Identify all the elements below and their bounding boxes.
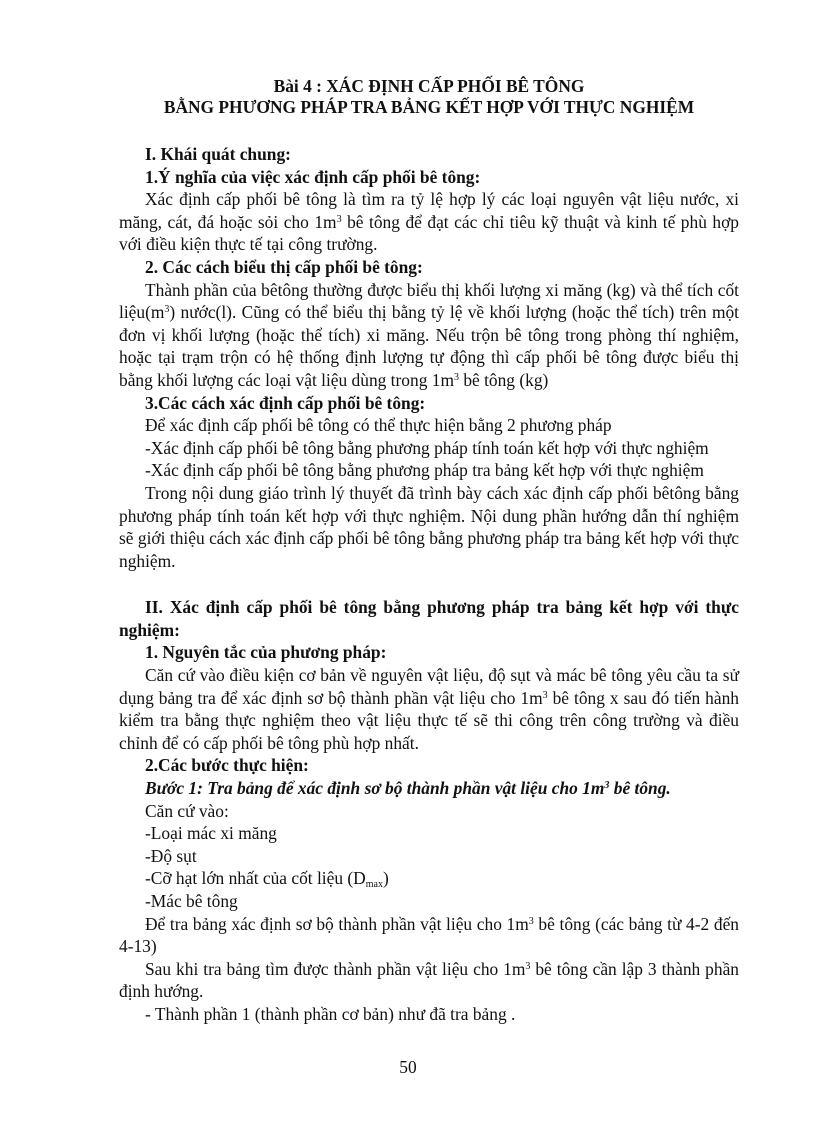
section1-sub1-heading: 1.Ý nghĩa của việc xác định cấp phối bê tông: [145, 166, 481, 187]
section1-sub3-line3: -Xác định cấp phối bê tông bằng phương pháp tra bảng kết hợp với thực nghiệm [145, 460, 704, 481]
lesson-title-line2: BẰNG PHƯƠNG PHÁP TRA BẢNG KẾT HỢP VỚI THỰC NGHIỆM [163, 97, 695, 117]
composition-1: - Thành phần 1 (thành phần cơ bản) như đã tra bảng . [145, 1003, 516, 1024]
section2-sub1-heading: 1. Nguyên tắc của phương pháp: [145, 642, 387, 663]
section2-heading: II. Xác định cấp phối bê tông bằng phương pháp tra bảng kết hợp với thực nghiệm: [119, 597, 739, 640]
section1-sub3-paragraph: Trong nội dung giáo trình lý thuyết đã trình bày cách xác định cấp phối bêtông bằng phương pháp tính toán kết hợp với thực nghiệm. Nội dung phần hướng dẫn thí nghiệm sẽ giới thiệu cách xác định cấp phối bê tông bằng phương pháp tra bảng kết hợp với thực nghiệm. [119, 482, 739, 571]
section1-sub1-paragraph: Xác định cấp phối bê tông là tìm ra tỷ lệ hợp lý các loại nguyên vật liệu nước, xi măng, cát, đá hoặc sỏi cho $1m^3$ bê tông để đạt các chỉ tiêu kỹ thuật và kinh tế phù hợp với điều kiện thực tế tại công trường. [119, 189, 739, 255]
step1-heading: Bước 1: Tra bảng để xác định sơ bộ thành phần vật liệu cho $1m^3$ bê tông. [145, 778, 671, 799]
section1-sub3-heading: 3.Các cách xác định cấp phối bê tông: [145, 392, 426, 413]
page-number: 50 [399, 1057, 417, 1077]
section1-heading: I. Khái quát chung: [145, 144, 291, 164]
section1-sub2-heading: 2. Các cách biểu thị cấp phối bê tông: [145, 256, 423, 277]
lesson-title-line1: Bài 4 : XÁC ĐỊNH CẤP PHỐI BÊ TÔNG [273, 76, 585, 96]
basis-label: Căn cứ vào: [145, 800, 229, 821]
section1-sub3-line1: Để xác định cấp phối bê tông có thể thực hiện bằng 2 phương pháp [145, 415, 612, 436]
section1-sub3-line2: -Xác định cấp phối bê tông bằng phương pháp tính toán kết hợp với thực nghiệm [145, 437, 709, 458]
basis-item-cement: -Loại mác xi măng [145, 823, 277, 844]
section2-sub2-heading: 2.Các bước thực hiện: [145, 755, 309, 776]
lookup-paragraph: Để tra bảng xác định sơ bộ thành phần vật liệu cho $1m^3$ bê tông (các bảng từ 4-2 đến 4-13) [119, 913, 739, 957]
document-page [119, 76, 739, 1026]
basis-item-grade: -Mác bê tông [145, 891, 238, 911]
basis-item-slump: -Độ sụt [145, 845, 197, 866]
basis-item-aggregate: -Cỡ hạt lớn nhất của cốt liệu $(D_{max})$ [145, 868, 389, 891]
section1-sub2-paragraph: Thành phần của bêtông thường được biểu thị khối lượng xi măng (kg) và thể tích cốt $liệu(m^3)$ nước(l). Cũng có thể biểu thị bằng tỷ lệ về khối lượng (hoặc thể tích) trên một đơn vị khối lượng (hoặc thể tích) xi măng. Nếu trộn bê tông trong phòng thí nghiệm, hoặc tại trạm trộn có hệ thống định lượng tự động thì cấp phối bê tông được biểu thị bằng khối lượng các loại vật liệu dùng trong $1m^3$ bê tông (kg) [119, 279, 739, 390]
section2-sub1-paragraph: Căn cứ vào điều kiện cơ bản về nguyên vật liệu, độ sụt và mác bê tông yêu cầu ta sử dụng bảng tra để xác định sơ bộ thành phần vật liệu cho $1m^3$ bê tông x sau đó tiến hành kiểm tra bằng thực nghiệm theo vật liệu thực tế sẽ thi công trên công trường và điều chỉnh để có cấp phối bê tông phù hợp nhất. [119, 665, 739, 753]
after-lookup-paragraph: Sau khi tra bảng tìm được thành phần vật liệu cho $1m^3$ bê tông cần lập 3 thành phần định hướng. [119, 958, 739, 1002]
